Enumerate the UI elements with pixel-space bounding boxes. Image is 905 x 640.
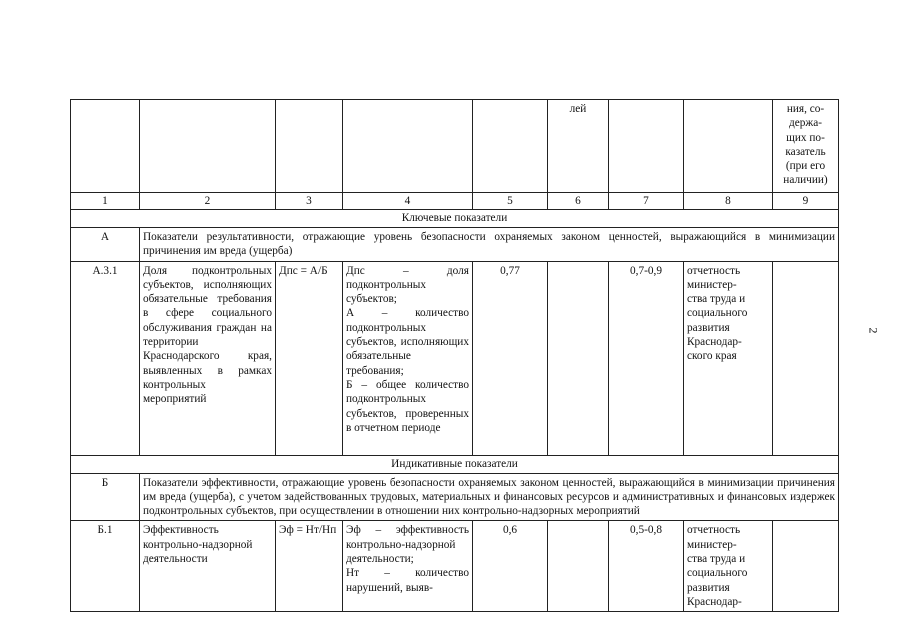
column-number-row — [71, 193, 839, 210]
indicator-target: 0,7-0,9 — [609, 261, 684, 455]
indicator-code: А.3.1 — [71, 261, 140, 455]
header-cell-5 — [473, 100, 548, 193]
header-cell-3 — [276, 100, 343, 193]
group-row-a — [71, 228, 839, 262]
indicator-row-b1 — [71, 521, 839, 612]
column-number: 3 — [276, 193, 343, 210]
indicator-target: 0,5-0,8 — [609, 521, 684, 612]
indicator-name: Доля подконтрольных субъектов, исполняющих обязательные требования в сфере социального обслуживания граждан на территории Краснодарского края, выявленных в рамках контрольных мероприятий — [140, 261, 276, 455]
indicator-col6 — [548, 261, 609, 455]
section-row-key — [71, 210, 839, 228]
section-title-key: Ключевые показатели — [71, 210, 839, 228]
indicator-value: 0,6 — [473, 521, 548, 612]
indicator-source: отчетность министер- ства труда и социального развития Краснодар- — [684, 521, 773, 612]
column-number: 8 — [684, 193, 773, 210]
section-row-indicative — [71, 455, 839, 473]
indicator-col6 — [548, 521, 609, 612]
group-code-a: А — [71, 228, 140, 262]
header-cell-8 — [684, 100, 773, 193]
page-number: 2 — [866, 327, 881, 334]
indicators-table — [70, 99, 839, 612]
column-number: 5 — [473, 193, 548, 210]
header-cell-2 — [140, 100, 276, 193]
column-number: 2 — [140, 193, 276, 210]
header-cell-4 — [343, 100, 473, 193]
column-number: 9 — [773, 193, 839, 210]
indicator-name: Эффективность контрольно-надзорной деятельности — [140, 521, 276, 612]
indicator-code: Б.1 — [71, 521, 140, 612]
group-row-b — [71, 473, 839, 521]
indicator-col9 — [773, 521, 839, 612]
indicator-description: Эф – эффективность контрольно-надзорной деятельности; Нт – количество нарушений, выяв- — [343, 521, 473, 612]
indicator-col9 — [773, 261, 839, 455]
header-cell-6: лей — [548, 100, 609, 193]
header-cell-7 — [609, 100, 684, 193]
column-number: 1 — [71, 193, 140, 210]
column-number: 6 — [548, 193, 609, 210]
indicator-source: отчетность министер- ства труда и социального развития Краснодар- ского края — [684, 261, 773, 455]
indicator-value: 0,77 — [473, 261, 548, 455]
indicator-description: Дпс – доля подконтрольных субъектов; А – количество подконтрольных субъектов, исполняющих обязательные требования; Б – общее количество подконтрольных субъектов, проверенных в отчетном периоде — [343, 261, 473, 455]
indicator-formula: Эф = Нт/Нп — [276, 521, 343, 612]
header-cell-9: ния, со- держа- щих по- казатель (при его наличии) — [773, 100, 839, 193]
group-code-b: Б — [71, 473, 140, 521]
header-continuation-row — [71, 100, 839, 193]
group-text-b: Показатели эффективности, отражающие уровень безопасности охраняемых законом ценностей, выражающийся в минимизации причинения им вреда (ущерба), с учетом задействованных трудовых, материальных и финансовых ресурсов и административных и финансовых издержек подконтрольных субъектов, при осуществлении в отношении них контрольно-надзорных мероприятий — [140, 473, 839, 521]
header-cell-1 — [71, 100, 140, 193]
group-text-a: Показатели результативности, отражающие уровень безопасности охраняемых законом ценностей, выражающийся в минимизации причинения им вреда (ущерба) — [140, 228, 839, 262]
section-title-indicative: Индикативные показатели — [71, 455, 839, 473]
column-number: 7 — [609, 193, 684, 210]
indicator-row-a31 — [71, 261, 839, 455]
indicator-formula: Дпс = А/Б — [276, 261, 343, 455]
column-number: 4 — [343, 193, 473, 210]
